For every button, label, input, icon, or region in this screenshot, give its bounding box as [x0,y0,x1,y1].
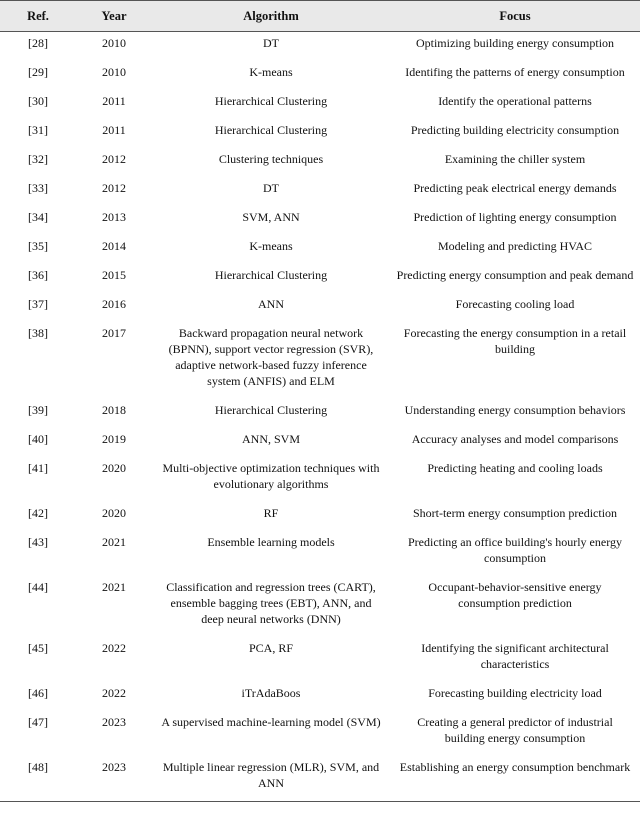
cell-algorithm: Ensemble learning models [207,535,335,549]
cell-focus: Short-term energy consumption prediction [412,506,618,520]
table-row [0,264,640,293]
table-row [0,32,640,62]
cell-algorithm: Hierarchical Clustering [214,268,328,282]
table-row [0,457,640,502]
cell-year: 2010 [102,65,126,79]
cell-algorithm: A supervised machine-learning model (SVM) [161,715,381,729]
cell-year: 2020 [102,461,126,475]
cell-year: 2021 [102,535,126,549]
header-ref: Ref. [27,9,49,23]
cell-algorithm: DT [263,181,279,195]
cell-year: 2016 [102,297,126,311]
cell-ref: [28] [28,36,48,50]
cell-year: 2010 [102,36,126,50]
cell-ref: [35] [28,239,48,253]
table-row [0,177,640,206]
cell-ref: [44] [28,580,48,594]
cell-ref: [45] [28,641,48,655]
cell-year: 2023 [102,760,126,774]
cell-ref: [47] [28,715,48,729]
cell-algorithm: Hierarchical Clustering [214,123,328,137]
cell-focus: Predicting an office building's hourly energy consumption [407,535,622,565]
table-row [0,711,640,756]
cell-focus: Predicting building electricity consumption [410,123,620,137]
cell-focus: Identify the operational patterns [438,94,592,108]
table-row [0,399,640,428]
cell-ref: [42] [28,506,48,520]
table-row [0,119,640,148]
cell-focus: Creating a general predictor of industrial building energy consumption [417,715,613,745]
table-row [0,637,640,682]
cell-focus: Predicting peak electrical energy demands [413,181,617,195]
table-row [0,756,640,802]
table-row [0,293,640,322]
cell-focus: Forecasting the energy consumption in a retail building [403,326,627,356]
cell-year: 2020 [102,506,126,520]
cell-year: 2015 [102,268,126,282]
cell-focus: Identifying the significant architectural characteristics [421,641,609,671]
cell-year: 2022 [102,686,126,700]
cell-algorithm: Hierarchical Clustering [214,403,328,417]
cell-year: 2018 [102,403,126,417]
cell-year: 2014 [102,239,126,253]
cell-focus: Prediction of lighting energy consumption [413,210,617,224]
table-row [0,502,640,531]
cell-ref: [40] [28,432,48,446]
cell-focus: Modeling and predicting HVAC [437,239,593,253]
cell-algorithm: DT [263,36,279,50]
cell-algorithm: Classification and regression trees (CART), ensemble bagging trees (EBT), ANN, and deep neural networks (DNN) [166,580,376,626]
table-row [0,235,640,264]
cell-ref: [29] [28,65,48,79]
cell-algorithm: K-means [249,239,293,253]
cell-algorithm: ANN [258,297,284,311]
cell-ref: [37] [28,297,48,311]
cell-algorithm: iTrAdaBoos [241,686,301,700]
cell-focus: Accuracy analyses and model comparisons [411,432,619,446]
cell-algorithm: Multi-objective optimization techniques with evolutionary algorithms [162,461,380,491]
cell-year: 2021 [102,580,126,594]
cell-ref: [30] [28,94,48,108]
header-focus: Focus [499,9,531,23]
cell-year: 2022 [102,641,126,655]
cell-focus: Occupant-behavior-sensitive energy consumption prediction [428,580,602,610]
cell-focus: Optimizing building energy consumption [415,36,615,50]
cell-focus: Examining the chiller system [444,152,586,166]
cell-ref: [39] [28,403,48,417]
cell-focus: Forecasting cooling load [455,297,575,311]
cell-year: 2019 [102,432,126,446]
cell-ref: [38] [28,326,48,340]
cell-year: 2017 [102,326,126,340]
table-row [0,576,640,637]
cell-algorithm: K-means [249,65,293,79]
cell-ref: [43] [28,535,48,549]
table-header [0,1,640,32]
cell-ref: [32] [28,152,48,166]
cell-focus: Identifing the patterns of energy consumption [405,65,625,79]
table-row [0,322,640,399]
cell-focus: Predicting heating and cooling loads [427,461,603,475]
table-row [0,682,640,711]
cell-ref: [34] [28,210,48,224]
table-row [0,206,640,235]
cell-year: 2012 [102,152,126,166]
cell-ref: [46] [28,686,48,700]
table-row [0,428,640,457]
cell-algorithm: SVM, ANN [242,210,300,224]
cell-algorithm: RF [263,506,279,520]
cell-algorithm: ANN, SVM [241,432,300,446]
cell-algorithm: Clustering techniques [218,152,324,166]
header-algorithm: Algorithm [243,9,299,23]
cell-algorithm: Backward propagation neural network (BPNN), support vector regression (SVR), adaptive network-based fuzzy inference system (ANFIS) and ELM [168,326,374,388]
cell-year: 2023 [102,715,126,729]
table-row [0,148,640,177]
cell-focus: Forecasting building electricity load [428,686,602,700]
cell-ref: [33] [28,181,48,195]
cell-year: 2013 [102,210,126,224]
cell-algorithm: Multiple linear regression (MLR), SVM, and ANN [162,760,380,790]
cell-year: 2012 [102,181,126,195]
cell-year: 2011 [102,123,126,137]
header-year: Year [101,9,127,23]
cell-algorithm: PCA, RF [248,641,294,655]
cell-ref: [31] [28,123,48,137]
table-body [0,32,640,802]
cell-ref: [36] [28,268,48,282]
table-row [0,61,640,90]
cell-focus: Understanding energy consumption behaviors [404,403,626,417]
cell-ref: [48] [28,760,48,774]
table-row [0,531,640,576]
cell-algorithm: Hierarchical Clustering [214,94,328,108]
cell-ref: [41] [28,461,48,475]
header-row [0,1,640,32]
cell-focus: Predicting energy consumption and peak demand [396,268,634,282]
table-row [0,90,640,119]
cell-year: 2011 [102,94,126,108]
cell-focus: Establishing an energy consumption benchmark [399,760,631,774]
